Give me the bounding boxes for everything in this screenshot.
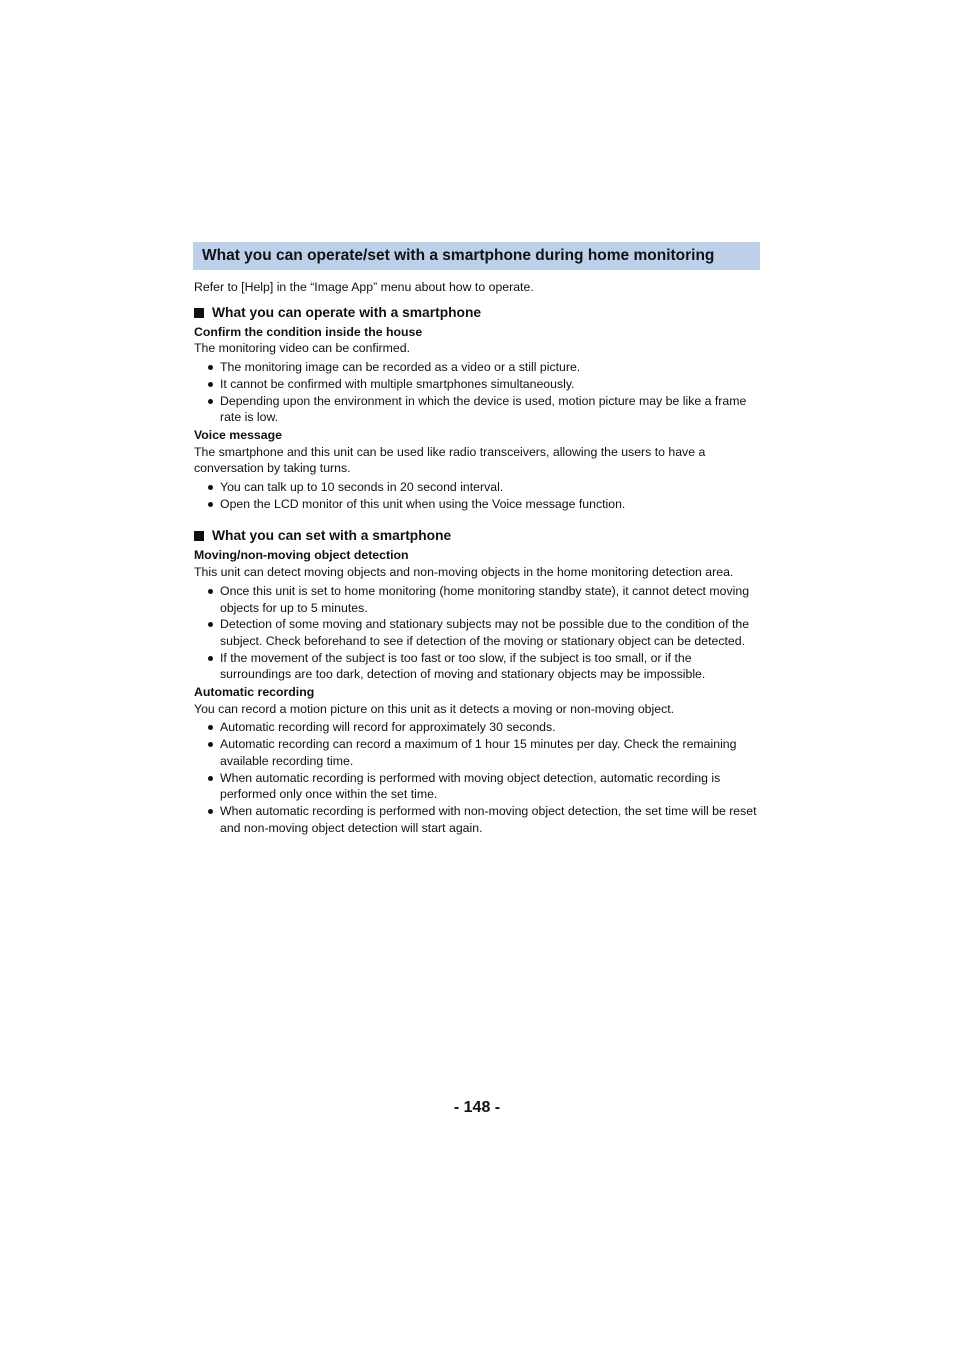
set-section-heading-text: What you can set with a smartphone (212, 528, 452, 544)
bullet-icon (208, 725, 213, 730)
bullet-icon (208, 656, 213, 661)
intro-text: Refer to [Help] in the “Image App” menu about how to operate. (194, 280, 534, 294)
list-item-text: Automatic recording can record a maximum of 1 hour 15 minutes per day. Check the remaining available recording time. (220, 737, 737, 768)
recording-text: You can record a motion picture on this unit as it detects a moving or non-moving object. (194, 701, 675, 716)
list-item (194, 736, 760, 769)
section-banner-title: What you can operate/set with a smartphone during home monitoring (193, 242, 760, 270)
list-item-text: Automatic recording will record for approximately 30 seconds. (220, 720, 556, 735)
list-item (194, 359, 760, 376)
list-item (194, 616, 760, 649)
bullet-icon (208, 742, 213, 747)
list-item (194, 583, 760, 616)
list-item (194, 496, 760, 513)
confirm-heading: Confirm the condition inside the house (194, 324, 423, 339)
list-item (194, 770, 760, 803)
detection-bullet-list (194, 583, 760, 683)
voice-text: The smartphone and this unit can be used like radio transceivers, allowing the users to have a conversation by taking turns. (194, 444, 706, 476)
list-item-text: The monitoring image can be recorded as a video or a still picture. (220, 360, 581, 375)
list-item (194, 719, 760, 736)
bullet-icon (208, 589, 213, 594)
list-item-text: Detection of some moving and stationary subjects may not be possible due to the condition of the subject. Check beforehand to see if detection of the moving or stationary object can be detected. (220, 617, 750, 648)
list-item-text: Open the LCD monitor of this unit when using the Voice message function. (220, 496, 626, 511)
list-item (194, 650, 760, 683)
list-item (194, 376, 760, 393)
bullet-icon (208, 776, 213, 781)
bullet-icon (208, 502, 213, 507)
bullet-icon (208, 809, 213, 814)
recording-heading: Automatic recording (194, 685, 315, 700)
detection-heading: Moving/non-moving object detection (194, 548, 409, 563)
voice-bullet-list (194, 479, 760, 512)
operate-section-heading-text: What you can operate with a smartphone (212, 304, 482, 320)
bullet-icon (208, 399, 213, 404)
black-square-icon (194, 308, 204, 318)
confirm-bullet-list (194, 359, 760, 426)
page-content (194, 242, 760, 836)
black-square-icon (194, 531, 204, 541)
bullet-icon (208, 622, 213, 627)
detection-text: This unit can detect moving objects and non-moving objects in the home monitoring detection area. (194, 565, 734, 580)
list-item-text: It cannot be confirmed with multiple smartphones simultaneously. (220, 376, 575, 391)
operate-section-heading (194, 304, 760, 322)
confirm-text: The monitoring video can be confirmed. (194, 341, 410, 356)
list-item-text: If the movement of the subject is too fast or too slow, if the subject is too small, or if the surroundings are too dark, detection of moving and stationary objects may be impossible. (220, 650, 706, 682)
list-item-text: You can talk up to 10 seconds in 20 second interval. (220, 480, 504, 495)
list-item (194, 803, 760, 836)
set-section-heading (194, 527, 760, 545)
bullet-icon (208, 485, 213, 490)
list-item (194, 393, 760, 426)
list-item-text: When automatic recording is performed with moving object detection, automatic recording is performed only once within the set time. (220, 770, 721, 802)
bullet-icon (208, 382, 213, 387)
list-item-text: Once this unit is set to home monitoring (home monitoring standby state), it cannot detect moving objects for up to 5 minutes. (220, 583, 750, 615)
bullet-icon (208, 365, 213, 370)
page-number: - 148 - (453, 1099, 501, 1116)
list-item-text: Depending upon the environment in which the device is used, motion picture may be like a frame rate is low. (220, 393, 747, 425)
list-item (194, 479, 760, 496)
recording-bullet-list (194, 719, 760, 836)
voice-heading: Voice message (194, 427, 282, 442)
list-item-text: When automatic recording is performed with non-moving object detection, the set time will be reset and non-moving object detection will start again. (220, 803, 757, 835)
